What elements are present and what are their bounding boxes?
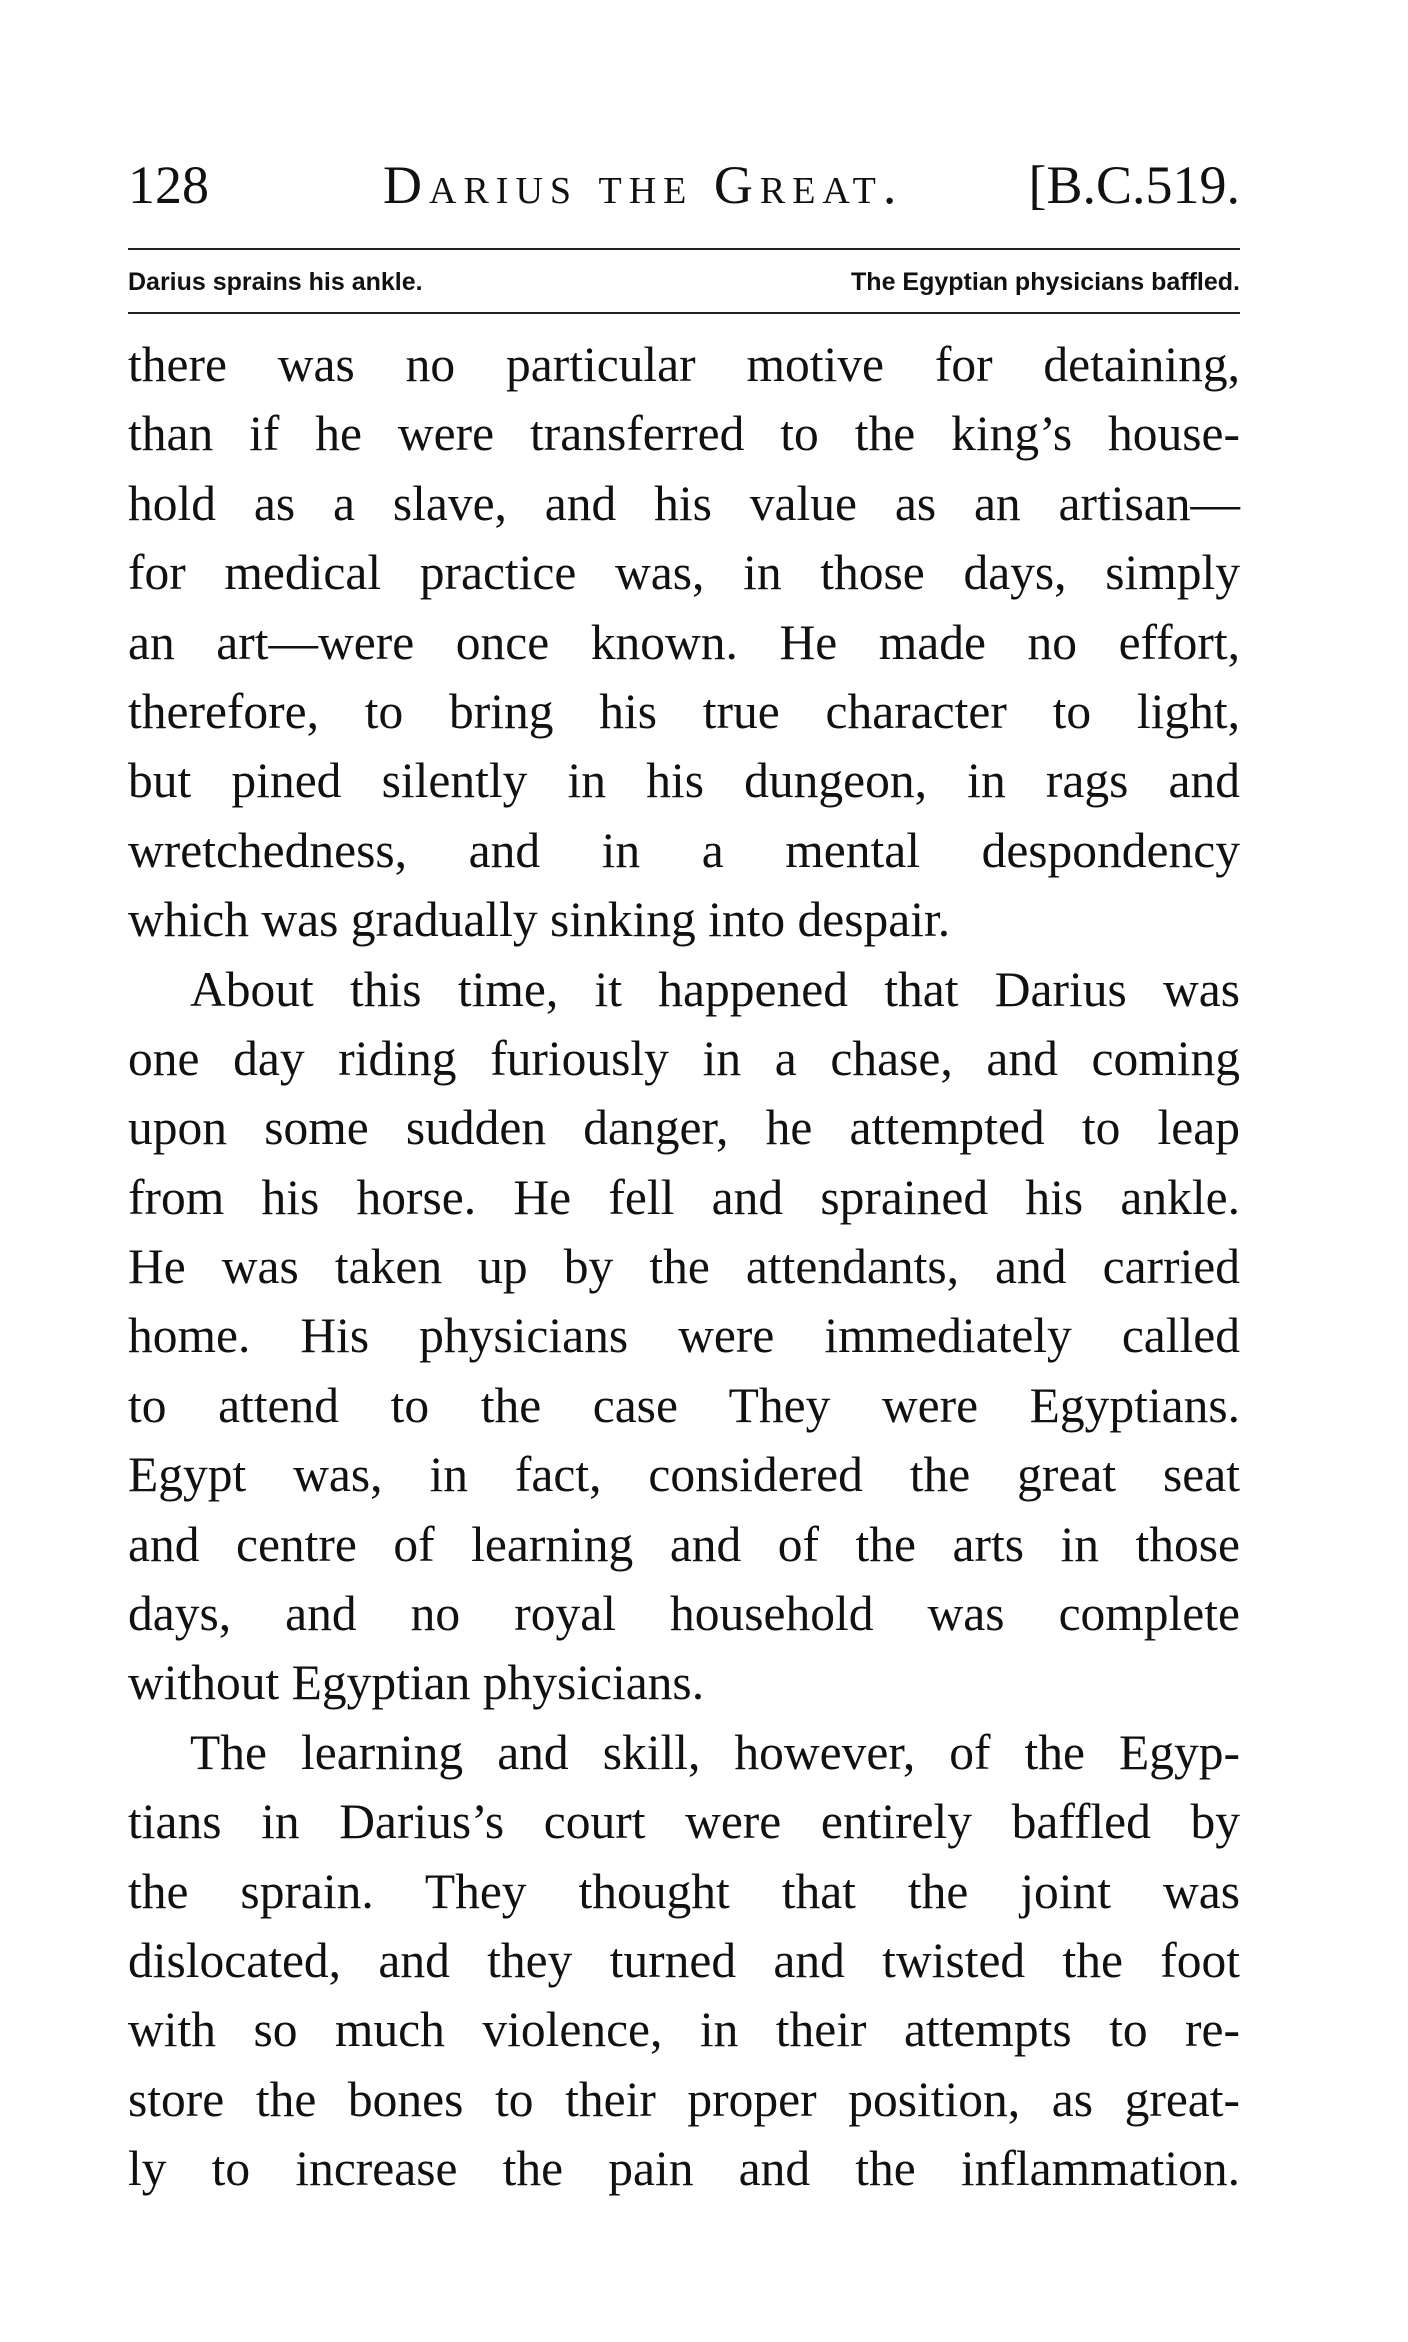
header-rule-top: [128, 248, 1240, 250]
text-line: The learning and skill, however, of the Egyp-: [190, 1724, 1240, 1780]
body-text: [128, 330, 1240, 2204]
text-line: to attend to the case They were Egyptians.: [128, 1377, 1240, 1433]
text-line: for medical practice was, in those days, simply: [128, 545, 1240, 601]
marginal-notes: [128, 260, 1240, 304]
text-line: but pined silently in his dungeon, in rags and: [128, 753, 1240, 809]
text-line: an art—were once known. He made no effort,: [128, 614, 1240, 670]
text-line: tians in Darius’s court were entirely baffled by: [128, 1794, 1240, 1850]
text-line: from his horse. He fell and sprained his ankle.: [128, 1169, 1240, 1225]
text-line: therefore, to bring his true character to light,: [128, 683, 1240, 739]
text-line: than if he were transferred to the king’s house-: [128, 406, 1240, 462]
text-line: ly to increase the pain and the inflammation.: [128, 2141, 1240, 2197]
text-line: one day riding furiously in a chase, and coming: [128, 1030, 1240, 1086]
running-date: [B.C.519.: [1028, 155, 1240, 215]
text-line: days, and no royal household was complete: [128, 1586, 1240, 1642]
text-line: He was taken up by the attendants, and carried: [128, 1239, 1240, 1295]
text-line: About this time, it happened that Darius was: [190, 961, 1240, 1017]
text-line: the sprain. They thought that the joint was: [128, 1863, 1240, 1919]
text-line: without Egyptian physicians.: [128, 1655, 705, 1711]
text-line: store the bones to their proper position, as great-: [128, 2071, 1240, 2127]
text-line: wretchedness, and in a mental despondency: [128, 822, 1240, 878]
text-line: dislocated, and they turned and twisted the foot: [128, 1932, 1240, 1988]
text-line: with so much violence, in their attempts to re-: [128, 2002, 1240, 2058]
marginal-note-left: Darius sprains his ankle.: [128, 268, 423, 296]
text-line: there was no particular motive for detaining,: [128, 337, 1240, 392]
text-line: which was gradually sinking into despair.: [128, 892, 951, 948]
page-number: 128: [128, 155, 209, 215]
running-title: Darius the Great.: [383, 155, 904, 215]
text-line: home. His physicians were immediately called: [128, 1308, 1240, 1364]
text-line: Egypt was, in fact, considered the great seat: [128, 1447, 1240, 1503]
text-line: hold as a slave, and his value as an artisan—: [128, 475, 1240, 531]
text-line: and centre of learning and of the arts in those: [128, 1516, 1240, 1572]
header-rule-bottom: [128, 312, 1240, 314]
marginal-note-right: The Egyptian physicians baffled.: [851, 268, 1240, 296]
text-line: upon some sudden danger, he attempted to leap: [128, 1100, 1240, 1156]
running-head: [128, 150, 1240, 220]
